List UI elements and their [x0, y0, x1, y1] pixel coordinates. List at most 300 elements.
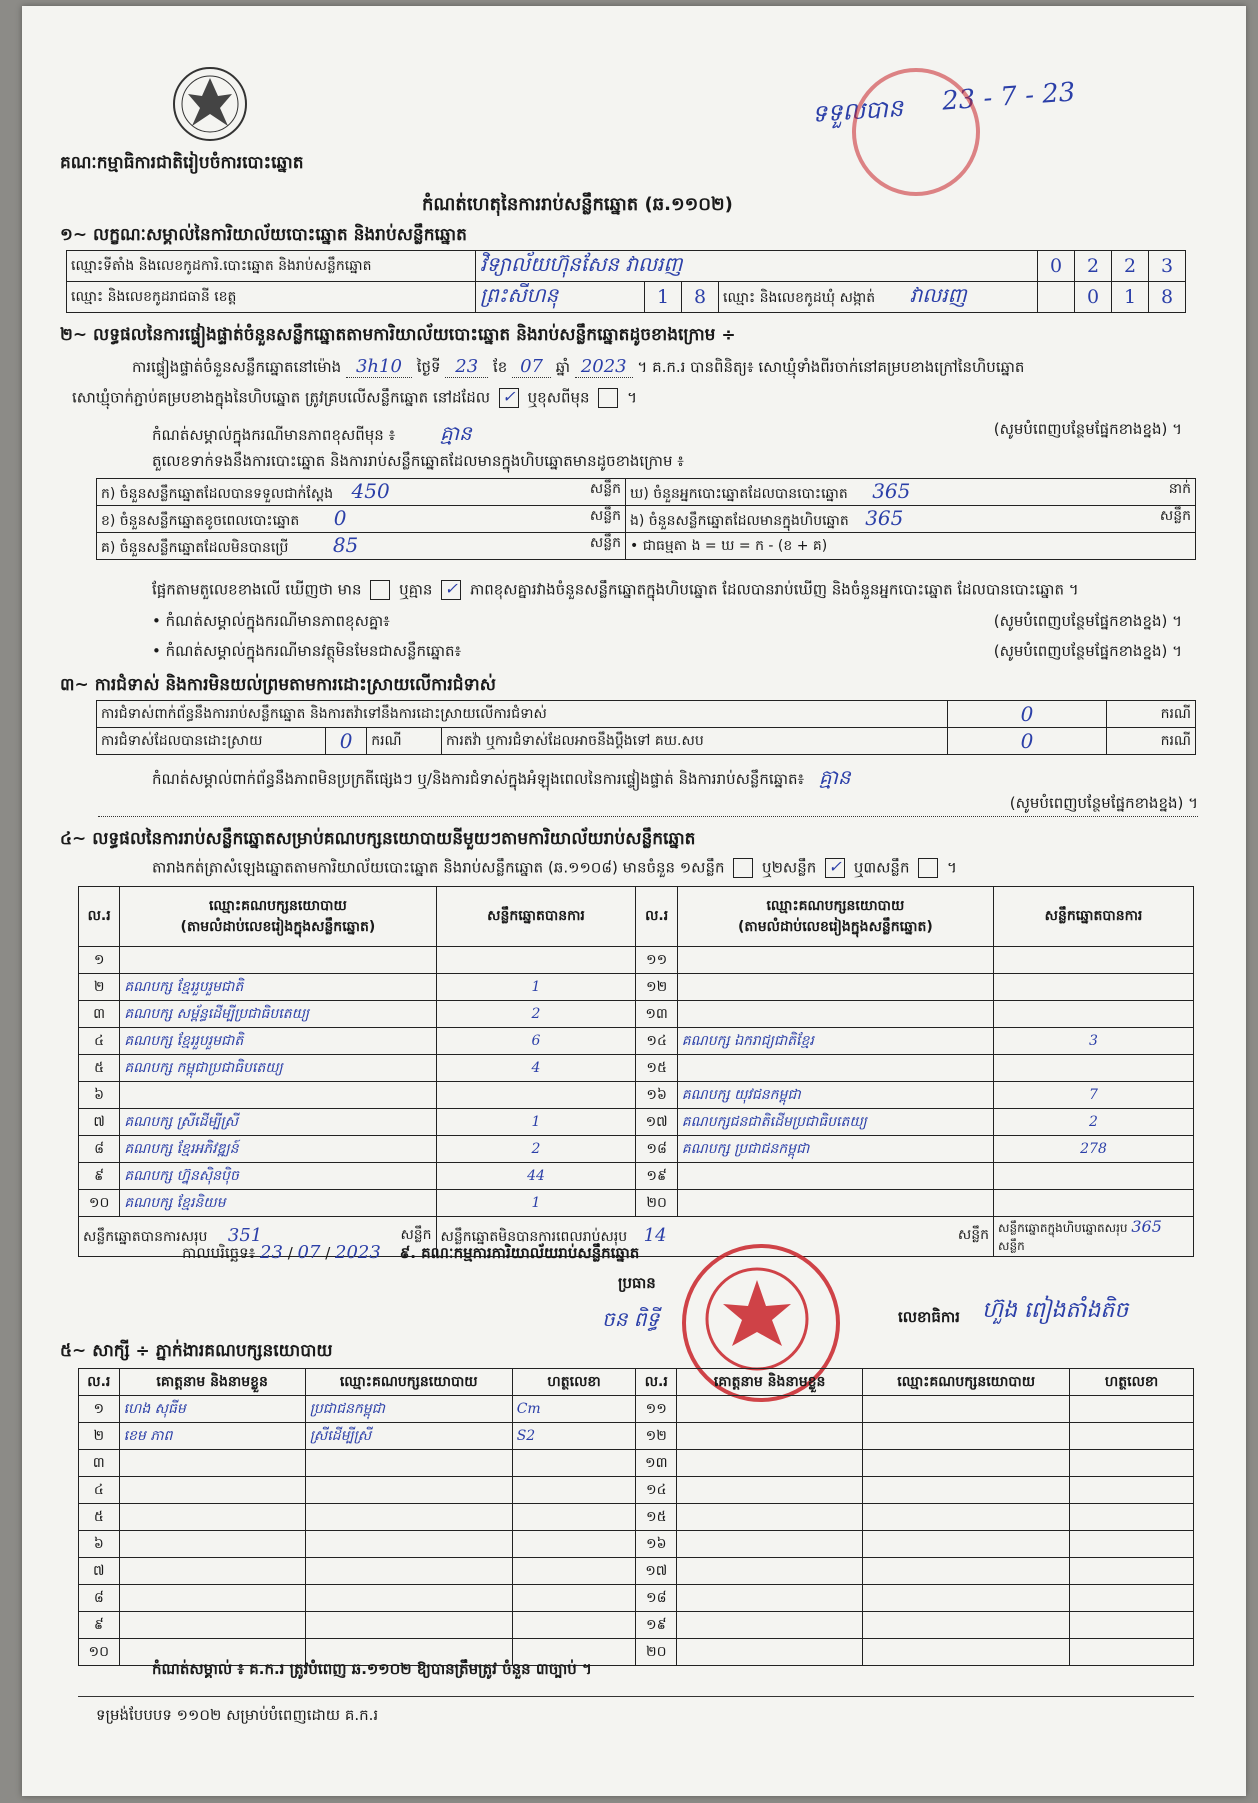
- col-party: [120, 887, 436, 947]
- date-label: កាលបរិច្ឆេទ៖: [182, 1244, 256, 1262]
- row-no: ៩: [79, 1163, 120, 1190]
- party-name: គណបក្ស ហ្វ៊ុនស៊ិនប៉ិច: [120, 1163, 436, 1190]
- witness-party: ស្រីដើម្បីស្រី: [305, 1423, 512, 1450]
- irregularity-fill-line: [98, 794, 1198, 817]
- witness-signature: S2: [512, 1423, 636, 1450]
- section2-title: ២~ លទ្ធផលនៃការផ្ទៀងផ្ទាត់ចំនួនសន្លឹកឆ្នោតតាមការិយាល័យបោះឆ្នោត និងរាប់សន្លឹកឆ្នោតដូចខាងក្រោម ÷: [60, 325, 736, 345]
- province-value: ព្រះសីហនុ: [476, 282, 645, 313]
- row-no: ១៦: [636, 1082, 677, 1109]
- witness-party: [863, 1531, 1070, 1558]
- table-row: [79, 1163, 1194, 1190]
- complaints-label: ការជំទាស់ពាក់ព័ន្ធនឹងការរាប់សន្លឹកឆ្នោត និងការតវ៉ាទៅនឹងការដោះស្រាយលើការជំទាស់: [97, 701, 948, 728]
- footnote: កំណត់សម្គាល់ ៖ គ.ក.រ ត្រូវបំពេញ ឆ.១១០២ ឱ្យបានត្រឹមត្រូវ ចំនួន ៣ច្បាប់ ។: [152, 1660, 592, 1678]
- table-row: [79, 1531, 1194, 1558]
- row-no: ២: [79, 1423, 120, 1450]
- vote-count: [994, 1001, 1194, 1028]
- unit: សន្លឹក: [957, 1227, 990, 1243]
- vote-count: 4: [436, 1055, 636, 1082]
- witness-signature: [1070, 1531, 1194, 1558]
- witness-name: [119, 1450, 305, 1477]
- unit: នាក់: [1168, 481, 1191, 497]
- witness-signature: [1070, 1423, 1194, 1450]
- vote-count: [994, 1190, 1194, 1217]
- party-name: គណបក្ស សម្ព័ន្ធដើម្បីប្រជាធិបតេយ្យ: [120, 1001, 436, 1028]
- difference-note-label: • កំណត់សម្គាល់ក្នុងករណីមានភាពខុសគ្នា៖: [152, 612, 390, 630]
- vote-count: [994, 1055, 1194, 1082]
- commune-digit: [1038, 282, 1075, 313]
- spoiled-cell: [97, 506, 626, 533]
- vote-count: [994, 974, 1194, 1001]
- witness-signature: [1070, 1477, 1194, 1504]
- verify-text-a: ការផ្ទៀងផ្ទាត់ចំនួនសន្លឹកឆ្នោតនៅម៉ោង: [132, 358, 342, 376]
- unused-label: គ) ចំនួនសន្លឹកឆ្នោតដែលមិនបានប្រើ: [101, 540, 289, 556]
- witness-signature: [1070, 1396, 1194, 1423]
- row-no: ៧: [79, 1109, 120, 1136]
- witness-party: [305, 1585, 512, 1612]
- witness-name: [119, 1504, 305, 1531]
- foreign-object-fill: (សូមបំពេញបន្ថែមផ្នែកខាងខ្នង) ។: [993, 642, 1182, 660]
- row-no: ១៧: [636, 1558, 677, 1585]
- table-row: [79, 1396, 1194, 1423]
- witness-signature: [512, 1558, 636, 1585]
- witness-name: [119, 1477, 305, 1504]
- three-sheet-label: ឬ៣សន្លឹក: [853, 858, 910, 877]
- witness-party: [863, 1612, 1070, 1639]
- chair-signature: ចន ពិទ្ធី: [602, 1307, 660, 1331]
- difference-text-a: ផ្អែកតាមតួលេខខាងលើ ឃើញថា មាន: [152, 580, 362, 599]
- party-name: គណបក្ស ប្រជាជនកម្ពុជា: [677, 1136, 993, 1163]
- witness-name: [119, 1531, 305, 1558]
- received-ballots-cell: [97, 479, 626, 506]
- row-no: ៨: [79, 1585, 120, 1612]
- location-label: ឈ្មោះទីតាំង និងលេខកូដការិ.បោះឆ្នោត និងរាប់សន្លឹកឆ្នោត: [67, 251, 476, 282]
- col-party: ឈ្មោះគណបក្សនយោបាយ: [305, 1369, 512, 1396]
- received-ballots-value: 450: [351, 479, 390, 503]
- total-box-label: សន្លឹកឆ្នោតក្នុងហិបឆ្នោតសរុប: [998, 1221, 1128, 1235]
- witness-party: [863, 1423, 1070, 1450]
- commune-label: [719, 282, 1038, 313]
- row-no: ៥: [79, 1055, 120, 1082]
- party-name: [677, 1190, 993, 1217]
- difference-text-c: ភាពខុសគ្នារវាងចំនួនសន្លឹកឆ្នោតក្នុងហិបឆ្នោត ដែលបានរាប់ឃើញ និងចំនួនអ្នកបោះឆ្នោត ដែលបានបោះឆ្នោត ។: [469, 580, 1079, 599]
- sheets-line: តារាងកត់ត្រាសំឡេងឆ្នោតតាមការិយាល័យបោះឆ្នោត និងរាប់សន្លឹកឆ្នោត (ឆ.១១០៨) មានចំនួន ១សន្លឹក ឬ២សន្លឹក ✓ ឬ៣សន្លឹក ។: [152, 857, 957, 877]
- appeal-value: 0: [948, 728, 1107, 755]
- difference-note: [152, 612, 1182, 634]
- commune-digit: 0: [1075, 282, 1112, 313]
- in-box-cell: [626, 506, 1196, 533]
- witness-name: [677, 1531, 863, 1558]
- row-no: ៣: [79, 1450, 120, 1477]
- location-value: វិទ្យាល័យហ៊ុនសែន វាលរញ: [476, 251, 1038, 282]
- date-day: 23: [260, 1242, 283, 1263]
- row-no: ១១: [636, 1396, 677, 1423]
- province-digit: 1: [645, 282, 682, 313]
- diff-note-fill: (សូមបំពេញបន្ថែមផ្នែកខាងខ្នង) ។: [993, 420, 1182, 438]
- footer-rule: [78, 1696, 1194, 1697]
- party-name: គណបក្ស កម្ពុជាប្រជាធិបតេយ្យ: [120, 1055, 436, 1082]
- appeal-label: ការតវ៉ា ឬការជំទាស់ដែលអាចនឹងប្តឹងទៅ គឃ.សប: [441, 728, 947, 755]
- row-no: ១០: [79, 1190, 120, 1217]
- verify-text-e: ។ គ.ក.រ បានពិនិត្យ៖ សោឃ្មុំទាំងពីរចាក់នៅគម្របខាងក្រៅនៃហិបឆ្នោត: [637, 358, 1025, 376]
- row-no: ២០: [636, 1190, 677, 1217]
- col-name: គោត្តនាម និងនាមខ្លួន: [119, 1369, 305, 1396]
- vote-count: 44: [436, 1163, 636, 1190]
- voters-cell: [626, 479, 1196, 506]
- witness-name: [677, 1639, 863, 1666]
- verify-line: [132, 356, 1024, 380]
- unit: សន្លឹក: [400, 1227, 432, 1243]
- witness-name: [677, 1612, 863, 1639]
- verify-text-d: ឆ្នាំ: [555, 358, 571, 376]
- row-no: ១២: [636, 1423, 677, 1450]
- secretary-signature: ហ៊ួង ពៀងតាំងតិច: [982, 1298, 1129, 1323]
- row-no: ៤: [79, 1477, 120, 1504]
- witness-signature: [512, 1612, 636, 1639]
- verify-day: 23: [445, 356, 488, 378]
- date-year: 2023: [335, 1242, 381, 1263]
- resolved-value: 0: [326, 728, 367, 755]
- row-no: ១: [79, 1396, 120, 1423]
- form-title: កំណត់ហេតុនៃការរាប់សន្លឹកឆ្នោត (ឆ.១១០២): [422, 194, 733, 215]
- chair-label: ប្រធាន: [618, 1274, 656, 1292]
- section1-title: ១~ លក្ខណៈសម្គាល់នៃការិយាល័យបោះឆ្នោត និងរាប់សន្លឹកឆ្នោត: [60, 225, 467, 245]
- foreign-object-note: [152, 642, 1182, 664]
- table-row: [79, 974, 1194, 1001]
- vote-count: 1: [436, 1190, 636, 1217]
- col-name: គោត្តនាម និងនាមខ្លួន: [677, 1369, 863, 1396]
- received-note: ទទួលបាន: [810, 93, 905, 129]
- witness-signature: [512, 1504, 636, 1531]
- witness-signature: [1070, 1504, 1194, 1531]
- col-party-title: ឈ្មោះគណបក្សនយោបាយ: [766, 897, 905, 914]
- form-footer: ទម្រង់បែបបទ ១១០២ សម្រាប់បំពេញដោយ គ.ក.រ: [96, 1706, 379, 1724]
- witness-signature: [512, 1450, 636, 1477]
- vote-count: [994, 947, 1194, 974]
- row-no: ១៣: [636, 1450, 677, 1477]
- col-party-sub: (តាមលំដាប់លេខរៀងក្នុងសន្លឹកឆ្នោត): [180, 918, 376, 935]
- row-no: ៤: [79, 1028, 120, 1055]
- witness-name: [119, 1585, 305, 1612]
- province-digit: 8: [682, 282, 719, 313]
- table-row: [79, 1612, 1194, 1639]
- unused-value: 85: [332, 533, 359, 557]
- witness-party: [863, 1585, 1070, 1612]
- row-no: ៧: [79, 1558, 120, 1585]
- case-unit: ករណី: [1107, 701, 1196, 728]
- witness-party: [863, 1396, 1070, 1423]
- row-no: ១: [79, 947, 120, 974]
- has-difference-checkbox[interactable]: [370, 580, 390, 600]
- table-row: [79, 1477, 1194, 1504]
- vote-count: 3: [994, 1028, 1194, 1055]
- col-votes: សន្លឹកឆ្នោតបានការ: [436, 887, 636, 947]
- row-no: ១៧: [636, 1109, 677, 1136]
- witness-name: ខេម ភាព: [119, 1423, 305, 1450]
- witness-name: ហេង សុធីម: [119, 1396, 305, 1423]
- witness-party: [863, 1558, 1070, 1585]
- unused-cell: [97, 533, 626, 560]
- table-row: [79, 1423, 1194, 1450]
- party-name: គណបក្ស ខ្មែររួបរួមជាតិ: [120, 1028, 436, 1055]
- no-difference-checkbox[interactable]: ✓: [441, 580, 461, 600]
- form-sheet: [22, 6, 1246, 1796]
- verify-time: 3h10: [346, 356, 412, 378]
- two-sheet-checkbox[interactable]: ✓: [825, 858, 845, 878]
- section4-title: ៤~ លទ្ធផលនៃការរាប់សន្លឹកឆ្នោតសម្រាប់គណបក្សនយោបាយនីមួយៗតាមការិយាល័យរាប់សន្លឹកឆ្នោត: [60, 829, 696, 849]
- witness-signature: [1070, 1585, 1194, 1612]
- party-name: [120, 947, 436, 974]
- total-valid-value: 351: [227, 1225, 263, 1246]
- party-name: គណបក្ស ខ្មែររួបរួមជាតិ: [120, 974, 436, 1001]
- table-row: [79, 1082, 1194, 1109]
- party-name: [677, 1055, 993, 1082]
- in-box-value: 365: [865, 506, 904, 530]
- witness-signature: [512, 1531, 636, 1558]
- verify-text-c: ខែ: [492, 358, 508, 376]
- witness-name: [677, 1477, 863, 1504]
- irregularity-fill: (សូមបំពេញបន្ថែមផ្នែកខាងខ្នង) ។: [1009, 794, 1198, 812]
- col-party-sub: (តាមលំដាប់លេខរៀងក្នុងសន្លឹកឆ្នោត): [738, 918, 933, 935]
- row-no: ១២: [636, 974, 677, 1001]
- emblem-icon: [170, 64, 250, 144]
- foreign-object-label: • កំណត់សម្គាល់ក្នុងករណីមានវត្ថុមិនមែនជាសន្លឹកឆ្នោត៖: [152, 642, 462, 660]
- unit: សន្លឹក: [589, 508, 621, 524]
- party-name: គណបក្ស ខ្មែរអភិវឌ្ឍន៍: [120, 1136, 436, 1163]
- witness-signature: [1070, 1639, 1194, 1666]
- total-box-value: 365: [1131, 1217, 1162, 1236]
- witness-name: [119, 1612, 305, 1639]
- row-no: ១១: [636, 947, 677, 974]
- authority-name: គណៈកម្មាធិការជាតិរៀបចំការបោះឆ្នោត: [60, 153, 304, 173]
- party-name: គណបក្ស ស្រីដើម្បីស្រី: [120, 1109, 436, 1136]
- in-box-label: ង) ចំនួនសន្លឹកឆ្នោតដែលមានក្នុងហិបឆ្នោត: [630, 513, 849, 529]
- party-name: [120, 1082, 436, 1109]
- commune-value: វាលរញ: [909, 283, 967, 307]
- irregularity-label: កំណត់សម្គាល់ពាក់ព័ន្ធនឹងភាពមិនប្រក្រតីផ្សេងៗ ឬ/និងការជំទាស់ក្នុងអំឡុងពេលនៃការផ្ទៀងផ្ទាត់ និងការរាប់សន្លឹកឆ្នោត៖: [152, 770, 805, 788]
- unit: សន្លឹក: [998, 1239, 1025, 1253]
- resolved-label: ការជំទាស់ដែលបានដោះស្រាយ: [97, 728, 326, 755]
- code-digit: 0: [1038, 251, 1075, 282]
- total-box-cell: [994, 1217, 1194, 1257]
- code-digit: 2: [1075, 251, 1112, 282]
- witness-signature: Cm: [512, 1396, 636, 1423]
- witness-party: [863, 1639, 1070, 1666]
- witness-name: [677, 1558, 863, 1585]
- total-valid-label: សន្លឹកឆ្នោតបានការសរុប: [83, 1229, 208, 1245]
- witness-name: [677, 1423, 863, 1450]
- witness-name: [677, 1396, 863, 1423]
- witness-party: [863, 1477, 1070, 1504]
- table-row: [79, 1109, 1194, 1136]
- col-party: ឈ្មោះគណបក្សនយោបាយ: [863, 1369, 1070, 1396]
- commune-digit: 8: [1149, 282, 1186, 313]
- committee-label: ៩. គណៈកម្មការការិយាល័យរាប់សន្លឹកឆ្នោត: [399, 1244, 640, 1262]
- col-no: ល.រ: [79, 887, 120, 947]
- row-no: ៦: [79, 1531, 120, 1558]
- row-no: ១៨: [636, 1585, 677, 1612]
- witness-party: [863, 1504, 1070, 1531]
- received-date: 23 - 7 - 23: [941, 77, 1077, 117]
- witness-party: [863, 1450, 1070, 1477]
- diff-note-line: [152, 420, 1182, 450]
- row-no: ២: [79, 974, 120, 1001]
- spoiled-value: 0: [333, 506, 347, 530]
- unit: សន្លឹក: [1159, 508, 1191, 524]
- table-row: [79, 1558, 1194, 1585]
- sheets-intro: តារាងកត់ត្រាសំឡេងឆ្នោតតាមការិយាល័យបោះឆ្នោត និងរាប់សន្លឹកឆ្នោត (ឆ.១១០៨) មានចំនួន ១សន្លឹក: [152, 858, 725, 877]
- code-digit: 2: [1112, 251, 1149, 282]
- commune-digit: 1: [1112, 282, 1149, 313]
- vote-count: 2: [436, 1136, 636, 1163]
- witness-name: [677, 1450, 863, 1477]
- col-party-title: ឈ្មោះគណបក្សនយោបាយ: [208, 897, 347, 914]
- changed-checkbox[interactable]: [598, 388, 618, 408]
- witness-signature: [512, 1585, 636, 1612]
- diff-note-label: កំណត់សម្គាល់ក្នុងករណីមានភាពខុសពីមុន ៖: [152, 426, 396, 444]
- vote-count: [436, 1082, 636, 1109]
- date-line: កាលបរិច្ឆេទ៖ 23 / 07 / 2023 ៩. គណៈកម្មការការិយាល័យរាប់សន្លឹកឆ្នោត: [182, 1242, 640, 1263]
- diff-note-value: គ្មាន: [439, 421, 472, 445]
- witness-party: [305, 1531, 512, 1558]
- witness-signature: [512, 1477, 636, 1504]
- table-row: [79, 1055, 1194, 1082]
- section5-title: ៥~ សាក្សី ÷ ភ្នាក់ងារគណបក្សនយោបាយ: [60, 1341, 333, 1361]
- table-row: [79, 1450, 1194, 1477]
- results-table: [78, 886, 1194, 1257]
- party-name: គណបក្ស ឯករាជ្យជាតិខ្មែរ: [677, 1028, 993, 1055]
- col-sign: ហត្ថលេខា: [512, 1369, 636, 1396]
- unit: សន្លឹក: [589, 535, 621, 551]
- row-no: ៣: [79, 1001, 120, 1028]
- witness-signature: [1070, 1558, 1194, 1585]
- vote-count: [436, 947, 636, 974]
- code-digit: 3: [1149, 251, 1186, 282]
- witness-party: [305, 1504, 512, 1531]
- seal-line: សោឃ្មុំចាក់ភ្ជាប់គម្របខាងក្នុងនៃហិបឆ្នោត ត្រូវគ្របលើសន្លឹកឆ្នោត នៅដដែល ✓ ឬខុសពីមុន ។: [72, 387, 637, 407]
- row-no: ១៥: [636, 1055, 677, 1082]
- table-row: [79, 947, 1194, 974]
- province-label: ឈ្មោះ និងលេខកូដរាជធានី ខេត្ត: [67, 282, 476, 313]
- verify-year: 2023: [575, 356, 633, 378]
- table-row: [79, 1001, 1194, 1028]
- vote-count: [994, 1163, 1194, 1190]
- witness-party: [305, 1450, 512, 1477]
- row-no: ១៩: [636, 1163, 677, 1190]
- row-no: ១៨: [636, 1136, 677, 1163]
- irregularity-value: គ្មាន: [818, 765, 851, 789]
- party-name: [677, 1001, 993, 1028]
- col-no: ល.រ: [636, 887, 677, 947]
- vote-count: 7: [994, 1082, 1194, 1109]
- total-invalid-value: 14: [643, 1225, 667, 1246]
- witness-party: ប្រជាជនកម្ពុជា: [305, 1396, 512, 1423]
- col-sign: ហត្ថលេខា: [1070, 1369, 1194, 1396]
- row-no: ១៦: [636, 1531, 677, 1558]
- party-name: គណបក្ស យុវជនកម្ពុជា: [677, 1082, 993, 1109]
- col-votes: សន្លឹកឆ្នោតបានការ: [994, 887, 1194, 947]
- secretary-label: លេខាធិការ: [898, 1308, 960, 1326]
- table-row: [79, 1136, 1194, 1163]
- row-no: ៩: [79, 1612, 120, 1639]
- difference-note-fill: (សូមបំពេញបន្ថែមផ្នែកខាងខ្នង) ។: [993, 612, 1182, 630]
- row-no: ២០: [636, 1639, 677, 1666]
- same-checkbox[interactable]: ✓: [499, 388, 519, 408]
- case-unit: ករណី: [1107, 728, 1196, 755]
- section3-title: ៣~ ការជំទាស់ និងការមិនយល់ព្រមតាមការដោះស្រាយលើការជំទាស់: [60, 675, 496, 695]
- voters-value: 365: [872, 479, 911, 503]
- party-name: គណបក្សជនជាតិដើមប្រជាធិបតេយ្យ: [677, 1109, 993, 1136]
- two-sheet-label: ឬ២សន្លឹក: [762, 858, 817, 877]
- row-no: ៥: [79, 1504, 120, 1531]
- vote-count: 6: [436, 1028, 636, 1055]
- case-unit: ករណី: [367, 728, 442, 755]
- commune-label-text: ឈ្មោះ និងលេខកូដឃុំ សង្កាត់: [723, 290, 876, 306]
- vote-count: 1: [436, 1109, 636, 1136]
- figures-table: [96, 478, 1196, 560]
- col-no: ល.រ: [79, 1369, 120, 1396]
- witness-signature: [1070, 1612, 1194, 1639]
- irregularity-note: [152, 764, 851, 794]
- vote-count: 1: [436, 974, 636, 1001]
- seal-text: សោឃ្មុំចាក់ភ្ជាប់គម្របខាងក្នុងនៃហិបឆ្នោត ត្រូវគ្របលើសន្លឹកឆ្នោត នៅដដែល: [72, 388, 491, 407]
- verify-month: 07: [512, 356, 551, 378]
- row-no: ១៤: [636, 1477, 677, 1504]
- one-sheet-checkbox[interactable]: [733, 858, 753, 878]
- figures-intro: តួលេខទាក់ទងនឹងការបោះឆ្នោត និងការរាប់សន្លឹកឆ្នោតដែលមានក្នុងហិបឆ្នោតមានដូចខាងក្រោម ៖: [152, 452, 684, 470]
- witness-party: [305, 1477, 512, 1504]
- difference-text-b: ឬគ្មាន: [399, 580, 433, 599]
- verify-text-b: ថ្ងៃទី: [416, 358, 441, 376]
- table-row: [79, 1028, 1194, 1055]
- three-sheet-checkbox[interactable]: [918, 858, 938, 878]
- unit: សន្លឹក: [589, 481, 621, 497]
- received-ballots-label: ក) ចំនួនសន្លឹកឆ្នោតដែលបានទទួលជាក់ស្តែង: [101, 486, 334, 502]
- party-name: [677, 974, 993, 1001]
- row-no: ១៣: [636, 1001, 677, 1028]
- party-name: [677, 947, 993, 974]
- party-name: គណបក្ស ខ្មែរនិយម: [120, 1190, 436, 1217]
- row-no: ១០: [79, 1639, 120, 1666]
- section1-table: [66, 250, 1186, 313]
- row-no: ១៤: [636, 1028, 677, 1055]
- vote-count: 2: [994, 1109, 1194, 1136]
- spoiled-label: ខ) ចំនួនសន្លឹកឆ្នោតខូចពេលបោះឆ្នោត: [101, 513, 300, 529]
- row-no: ១៩: [636, 1612, 677, 1639]
- table-row: [79, 1504, 1194, 1531]
- date-month: 07: [297, 1242, 321, 1263]
- voters-label: ឃ) ចំនួនអ្នកបោះឆ្នោតដែលបានបោះឆ្នោត: [630, 486, 848, 502]
- party-name: [677, 1163, 993, 1190]
- total-invalid-label: សន្លឹកឆ្នោតមិនបានការពេលរាប់សរុប: [440, 1229, 628, 1245]
- seal-text-end: ឬខុសពីមុន: [527, 388, 590, 407]
- col-no: ល.រ: [636, 1369, 677, 1396]
- table-row: [79, 1585, 1194, 1612]
- vote-count: 278: [994, 1136, 1194, 1163]
- witness-name: [119, 1558, 305, 1585]
- col-party: [677, 887, 993, 947]
- witness-name: [677, 1504, 863, 1531]
- witness-table: [78, 1368, 1194, 1666]
- witness-party: [305, 1558, 512, 1585]
- complaints-value: 0: [948, 701, 1107, 728]
- row-no: ១៥: [636, 1504, 677, 1531]
- complaints-table: [96, 700, 1196, 755]
- received-stamp: [852, 68, 980, 196]
- difference-line: [152, 580, 1079, 603]
- formula: • ជាធម្មតា ង = ឃ = ក - (ខ + គ): [626, 533, 1196, 560]
- witness-party: [305, 1612, 512, 1639]
- table-row: [79, 1190, 1194, 1217]
